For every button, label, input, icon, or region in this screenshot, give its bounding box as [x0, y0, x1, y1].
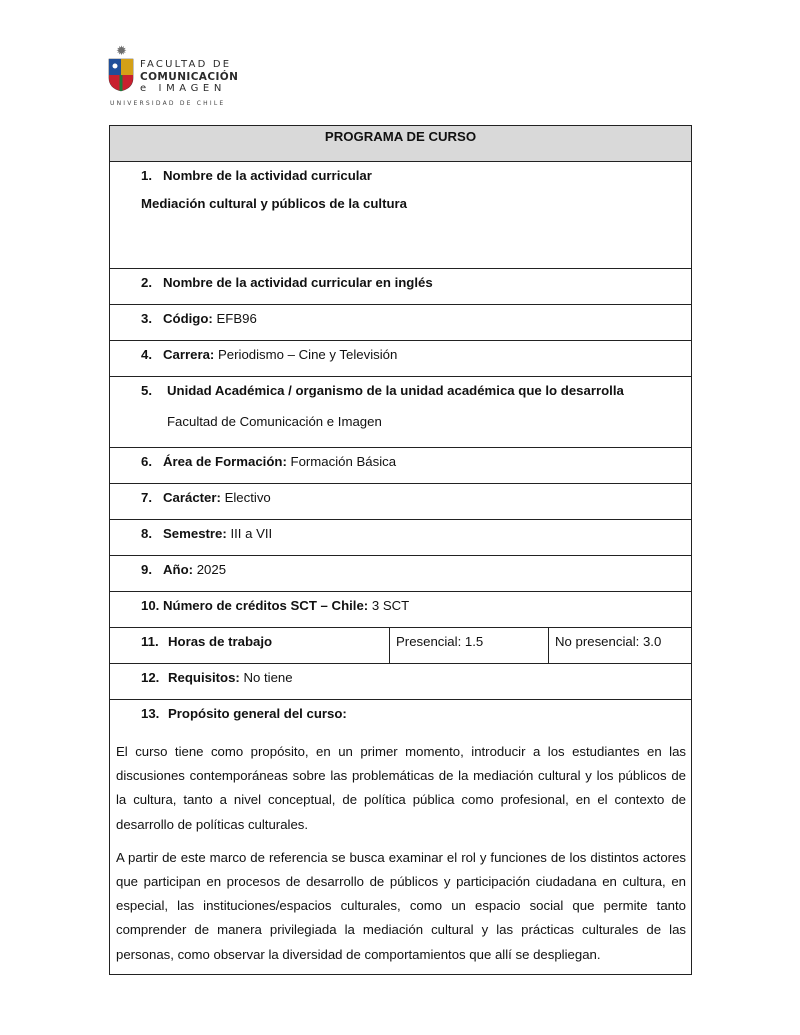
section-7-label: Carácter:	[163, 490, 221, 505]
section-7	[110, 484, 691, 520]
section-11	[110, 628, 691, 664]
section-1-label: Nombre de la actividad curricular	[163, 168, 372, 183]
section-10-number: 10.	[141, 598, 160, 613]
course-program-table	[109, 125, 692, 975]
section-11-no-presencial: No presencial: 3.0	[555, 634, 662, 649]
section-6-number: 6.	[141, 454, 152, 469]
section-6-value: Formación Básica	[286, 454, 397, 469]
section-8-number: 8.	[141, 526, 152, 541]
section-6-label: Área de Formación:	[163, 454, 287, 469]
section-4-value: Periodismo – Cine y Televisión	[214, 347, 398, 362]
section-5-value: Facultad de Comunicación e Imagen	[167, 414, 382, 429]
section-5	[110, 377, 691, 448]
section-6	[110, 448, 691, 484]
section-3-number: 3.	[141, 311, 152, 326]
logo-university: UNIVERSIDAD DE CHILE	[110, 100, 226, 107]
section-13-number: 13.	[141, 706, 160, 721]
section-4-label: Carrera:	[163, 347, 215, 362]
section-11-presencial: Presencial: 1.5	[390, 628, 549, 663]
section-12-number: 12.	[141, 670, 160, 685]
section-7-value: Electivo	[220, 490, 271, 505]
section-11-label: Horas de trabajo	[168, 634, 273, 649]
section-9	[110, 556, 691, 592]
logo-line-3: e IMAGEN	[140, 83, 226, 94]
section-13	[110, 700, 691, 975]
section-9-number: 9.	[141, 562, 152, 577]
section-3-value: EFB96	[212, 311, 257, 326]
section-2-number: 2.	[141, 275, 152, 290]
logo-line-2: COMUNICACIÓN	[140, 71, 239, 83]
section-12	[110, 664, 691, 700]
purpose-paragraph-2: A partir de este marco de referencia se busca examinar el rol y funciones de los distintos actores que participan en procesos de desarrollo de públicos y participación ciudadana en cultura, en especial, las instituciones/espacios culturales, como un espacio social que permite tanto comprender de manera privilegiada la mediación cultural y las prácticas culturales de las personas, como observar la diversidad de comportamientos que allí se despliegan.	[116, 849, 686, 962]
section-4	[110, 341, 691, 377]
section-10-label: Número de créditos SCT – Chile:	[163, 598, 369, 613]
logo-line-1: FACULTAD DE	[140, 59, 232, 70]
purpose-paragraph-1: El curso tiene como propósito, en un primer momento, introducir a los estudiantes en las discusiones contemporáneas sobre las problemáticas de la mediación cultural y los públicos de la cultura, tanto a nivel conceptual, de política pública como profesional, en el contexto de desarrollo de políticas culturales.	[116, 744, 686, 832]
section-1	[110, 162, 691, 269]
section-2-label: Nombre de la actividad curricular en inglés	[163, 275, 433, 290]
section-3-label: Código:	[163, 311, 213, 326]
star-icon: ✹	[116, 43, 127, 58]
section-8-label: Semestre:	[163, 526, 227, 541]
section-9-value: 2025	[193, 562, 227, 577]
section-4-number: 4.	[141, 347, 152, 362]
university-shield-icon	[108, 58, 134, 92]
section-3	[110, 305, 691, 341]
table-header: PROGRAMA DE CURSO	[110, 126, 691, 162]
faculty-logo	[108, 44, 240, 112]
section-5-label: Unidad Académica / organismo de la unidad académica que lo desarrolla	[167, 383, 624, 398]
section-12-value: No tiene	[239, 670, 293, 685]
section-9-label: Año:	[163, 562, 194, 577]
section-5-number: 5.	[141, 383, 152, 398]
section-10	[110, 592, 691, 628]
section-12-label: Requisitos:	[168, 670, 240, 685]
section-8-value: III a VII	[226, 526, 273, 541]
section-13-label: Propósito general del curso:	[168, 706, 347, 721]
section-10-value: 3 SCT	[368, 598, 410, 613]
section-1-number: 1.	[141, 168, 152, 183]
section-8	[110, 520, 691, 556]
section-2	[110, 269, 691, 305]
section-11-number: 11.	[141, 634, 159, 649]
section-7-number: 7.	[141, 490, 152, 505]
section-1-value: Mediación cultural y públicos de la cultura	[141, 196, 408, 211]
